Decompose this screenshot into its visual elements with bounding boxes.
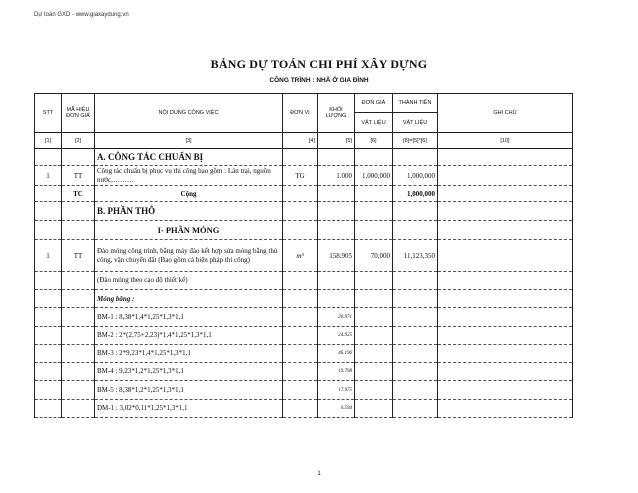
col-thanh-tien: THÀNH TIỀN [393,94,438,113]
header-note: Dự toán GXD - www.giaxaydung.vn [34,12,129,18]
col-vat-lieu-2: VẬT LIỆU [393,113,438,133]
list-item [35,327,573,345]
row-ma-hieu: TT [62,166,95,186]
list-item [35,400,573,418]
row-description: Công tác chuẩn bị phục vụ thi công bao gồm : Lán trại, nguồn nước,……… [95,166,283,186]
detail-value: 19.798 [318,363,355,381]
index-cell: [2] [62,133,95,149]
index-row [35,133,573,149]
row-price: 1,000,000 [355,166,393,186]
col-stt: STT [35,94,62,133]
list-item [35,308,573,327]
index-cell: [6] [355,133,393,149]
table-row [35,166,573,186]
detail-value: 17.975 [318,381,355,400]
page-number: 1 [317,471,321,477]
detail-value: 24.925 [318,327,355,345]
col-don-gia: ĐƠN GIÁ [355,94,393,113]
detail-label: BM-2 : 2*(2,75+2,23)*1,4*1,25*1,3*1,1 [95,327,283,345]
col-ma-hieu: MÃ HIỆU ĐƠN GIÁ [62,94,95,133]
total-amount: 1,000,000 [393,186,438,202]
detail-value: 0.594 [318,400,355,418]
section-a-title-row [35,149,573,166]
col-ghi-chu: GHI CHÚ [438,94,573,133]
note-row [35,272,573,290]
total-label: Cộng [95,186,283,202]
detail-value: 46.196 [318,345,355,363]
detail-label: BM-4 : 9,23*1,2*1,25*1,3*1,1 [95,363,283,381]
index-cell: [3] [95,133,283,149]
row-unit: m³ [283,240,318,272]
detail-value: 20.971 [318,308,355,327]
section-a-title: A. CÔNG TÁC CHUẨN BỊ [95,149,283,166]
detail-label: BM-5 : 8,38*1,2*1,25*1,3*1,1 [95,381,283,400]
table-row [35,240,573,272]
detail-label: DM-1 : 3,02*0,11*1,25*1,3*1,1 [95,400,283,418]
col-vat-lieu-1: VẬT LIỆU [355,113,393,133]
list-item [35,363,573,381]
list-item [35,381,573,400]
table-header-row-1 [35,94,573,113]
row-ma-hieu: TT [62,240,95,272]
col-khoi-luong: KHỐI LƯỢNG [318,94,355,133]
total-ma-hieu: TC [62,186,95,202]
row-stt: 1 [35,166,62,186]
index-cell: [10] [438,133,573,149]
row-quantity: 1.000 [318,166,355,186]
estimate-table [34,93,573,418]
row-stt: 1 [35,240,62,272]
section-b-subtitle: I- PHẦN MÓNG [95,221,283,240]
document-title: BẢNG DỰ TOÁN CHI PHÍ XÂY DỰNG [210,57,428,71]
index-cell: [5] [318,133,355,149]
row-quantity: 158.905 [318,240,355,272]
list-item [35,345,573,363]
row-unit: TG [283,166,318,186]
index-cell: [8]=[5]*[6] [393,133,438,149]
row-description: Đào móng công trình, bằng máy đào kết hợp sửa móng bằng thủ công, vận chuyển đất (Bao gồm cả biện pháp thi công) [95,240,283,272]
excavation-note: (Đào móng theo cao độ thiết kế) [95,272,283,290]
row-amount: 11,123,350 [393,240,438,272]
index-cell: [4] [283,133,318,149]
section-b-title-row [35,202,573,221]
detail-label: BM-1 : 8,38*1,4*1,25*1,3*1,1 [95,308,283,327]
detail-label: BM-3 : 2*9,23*1,4*1,25*1,3*1,1 [95,345,283,363]
section-b-title: B. PHẦN THÔ [95,202,283,221]
section-b-subtitle-row [35,221,573,240]
row-amount: 1,000,000 [393,166,438,186]
col-don-vi: ĐƠN VỊ [283,94,318,133]
group-label-row [35,290,573,308]
col-noi-dung: NỘI DUNG CÔNG VIỆC [95,94,283,133]
group-label: Móng băng : [95,290,283,308]
section-a-total-row [35,186,573,202]
row-price: 70,000 [355,240,393,272]
document-subtitle: CÔNG TRÌNH : NHÀ Ở GIA ĐÌNH [269,77,369,84]
index-cell: [1] [35,133,62,149]
